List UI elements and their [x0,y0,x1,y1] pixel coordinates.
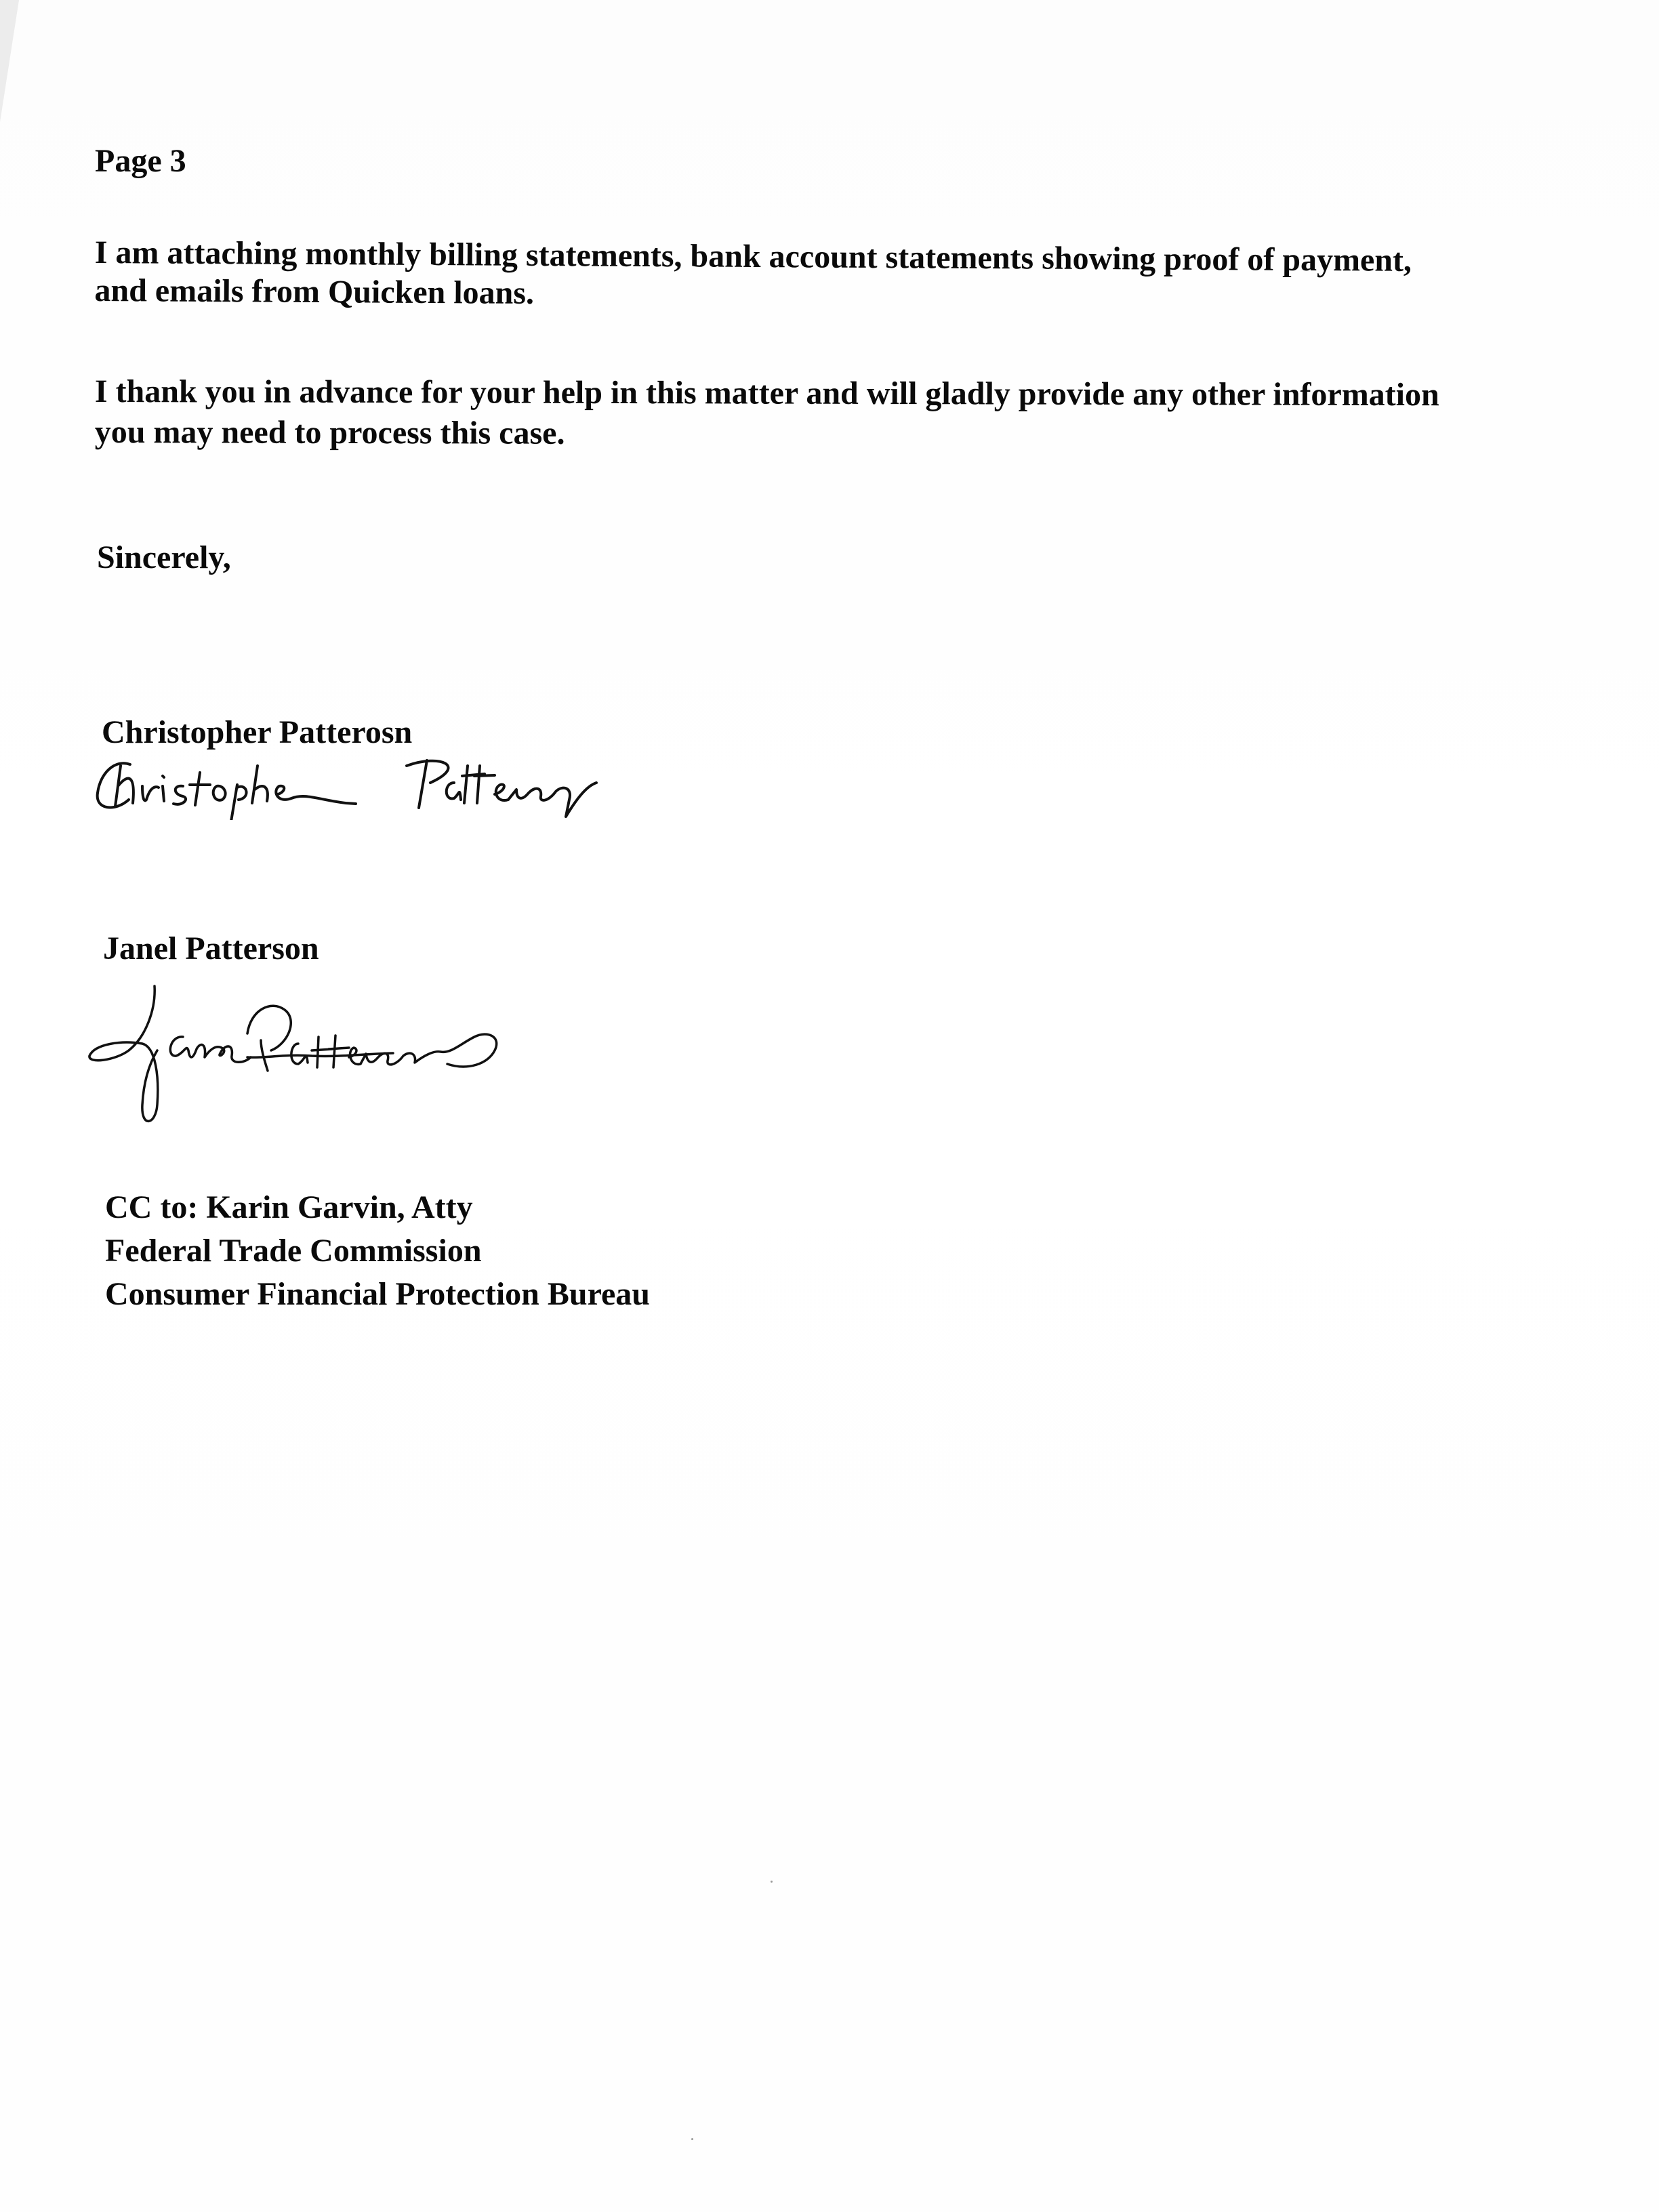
paragraph-line: I am attaching monthly billing statements, bank account statements showing proof of payment, [94,234,1412,279]
signature-janel [81,969,637,1132]
cc-recipient-ftc: Federal Trade Commission [105,1233,482,1269]
signer-printed-name: Janel Patterson [103,930,319,966]
paragraph-line: I thank you in advance for your help in this matter and will gladly provide any other information [94,373,1439,413]
cc-recipient-attorney: CC to: Karin Garvin, Atty [105,1189,473,1225]
page-corner-shadow [0,0,19,122]
paper-speck [691,2138,693,2140]
closing-salutation: Sincerely, [97,539,231,575]
paragraph-attachments [94,234,1412,318]
cc-list [105,1186,650,1316]
signer-printed-name: Christopher Patterosn [102,714,413,750]
cc-recipient-cfpb: Consumer Financial Protection Bureau [105,1276,650,1312]
paragraph-line: you may need to process this case. [94,413,565,451]
paragraph-line: and emails from Quicken loans. [94,272,535,311]
paper-speck [771,1881,773,1883]
page-number: Page 3 [95,143,186,179]
paragraph-thanks [95,371,1439,456]
signature-christopher [88,745,617,820]
